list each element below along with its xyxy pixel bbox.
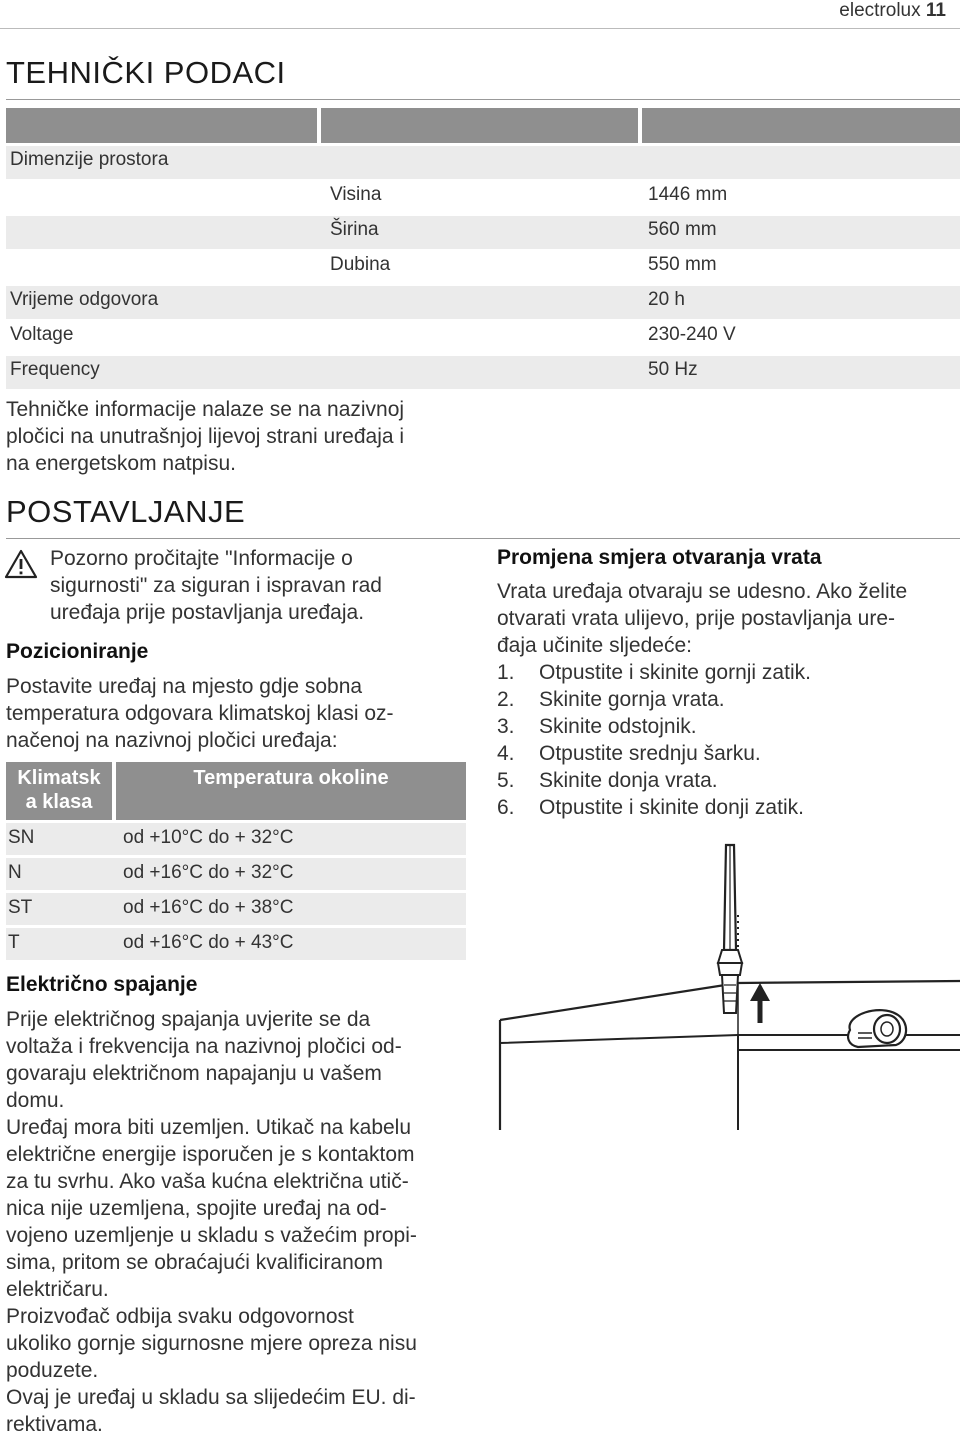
spec-sublabel: Dubina [330,254,391,275]
door-steps-list [497,659,959,821]
list-item: 5. Skinite donja vrata. [497,769,718,792]
page-number: 11 [925,0,946,21]
tech-title-rule [6,99,960,100]
list-item: 6. Otpustite i skinite donji zatik. [497,796,804,819]
door-intro: Vrata uređaja otvaraju se udesno. Ako želite otvarati vrata ulijevo, prije postavljanja ure- đaja učinite sljedeće: [497,580,908,657]
tech-section-title: TEHNIČKI PODACI [6,55,286,90]
temperature-range: od +16°C do + 43°C [123,932,294,953]
spec-label: Frequency [10,359,100,380]
climate-class: T [8,932,20,953]
electrical-heading: Električno spajanje [6,973,198,996]
spec-value: 50 Hz [648,359,698,380]
header-divider [0,28,960,29]
warning-icon [4,549,38,579]
tech-note: Tehničke informacije nalaze se na nazivnoj pločici na unutrašnjoj lijevoj strani uređaja i na energetskom natpisu. [6,398,405,475]
climate-class-table [6,762,466,962]
spec-label: Voltage [10,324,74,345]
list-item: 3. Skinite odstojnik. [497,715,697,738]
spec-value: 1446 mm [648,184,728,205]
spec-value: 560 mm [648,219,717,240]
list-item: 4. Otpustite srednju šarku. [497,742,761,765]
temperature-range: od +10°C do + 32°C [123,827,294,848]
temperature-range: od +16°C do + 32°C [123,862,294,883]
electrical-text: Prije električnog spajanja uvjerite se da voltaža i frekvencija na nazivnoj pločici od- govaraju električnom napajanju u vašem domu. Uređaj mora biti uzemljen. Utikač na kabelu električne energije isporučen je s kontaktom za tu svrhu. Ako vaša kućna električna utič- nica nije uzemljena, spojite uređaj na od- vojeno uzemljenje u skladu s važećim propi- sima, pritom se obraćajući kvalificiranom električaru. Proizvođač odbija svaku odgovornost ukoliko gornje sigurnosne mjere opreza nisu poduzete. Ovaj je uređaj u skladu sa slijedećim EU. di- rektivama. [6,1008,417,1436]
spec-label: Vrijeme odgovora [10,289,159,310]
climate-class: SN [8,827,35,848]
page-header [839,0,946,22]
door-heading: Promjena smjera otvaranja vrata [497,546,822,569]
spec-sublabel: Visina [330,184,382,205]
warning-text: Pozorno pročitajte "Informacije o sigurnosti" za siguran i ispravan rad uređaja prije postavljanja uređaja. [50,547,382,624]
positioning-text: Postavite uređaj na mjesto gdje sobna temperatura odgovara klimatskoj klasi oz- načenoj na nazivnoj pločici uređaja: [6,675,394,752]
spec-sublabel: Širina [330,219,379,240]
list-item: 2. Skinite gornja vrata. [497,688,725,711]
climate-class: ST [8,897,33,918]
spec-value: 230-240 V [648,324,736,345]
tech-specs-table [6,108,960,388]
hinge-pin-illustration [490,835,960,1130]
spec-value: 20 h [648,289,685,310]
climate-col-header: Klimatsk a klasa [17,767,101,813]
temperature-range: od +16°C do + 38°C [123,897,294,918]
list-item: 1. Otpustite i skinite gornji zatik. [497,661,811,684]
spec-label: Dimenzije prostora [10,149,169,170]
temperature-col-header: Temperatura okoline [193,767,389,789]
brand-name: electrolux [839,0,921,21]
install-title-rule [6,538,960,539]
spec-value: 550 mm [648,254,717,275]
install-section-title: POSTAVLJANJE [6,494,246,529]
climate-class: N [8,862,22,883]
positioning-heading: Pozicioniranje [6,640,149,663]
